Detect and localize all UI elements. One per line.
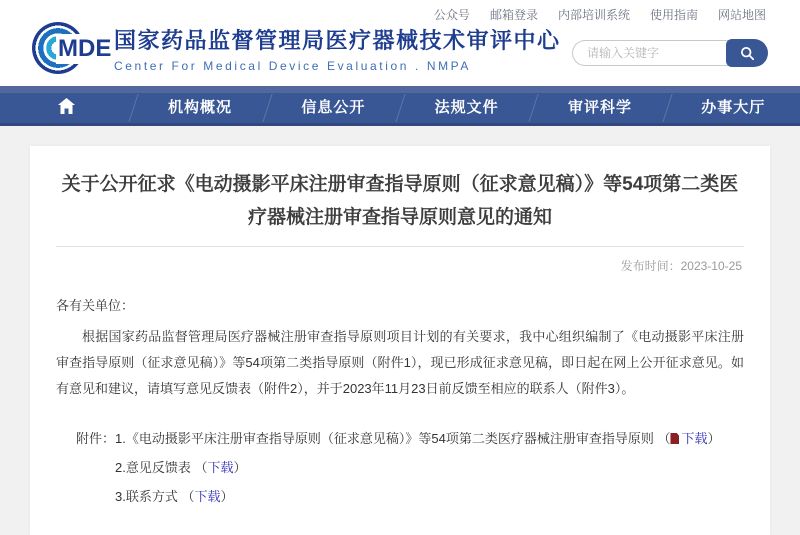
- site-header: [0, 0, 800, 86]
- search-input[interactable]: [572, 40, 730, 66]
- attachment-2-text: 2.意见反馈表: [115, 460, 191, 475]
- home-icon: [58, 98, 75, 114]
- site-title-english: Center For Medical Device Evaluation . NMPA: [114, 58, 472, 73]
- utility-link-user-guide[interactable]: 使用指南: [649, 8, 698, 22]
- utility-link-sitemap[interactable]: 网站地图: [717, 8, 766, 22]
- nav-item-service-hall[interactable]: 办事大厅: [667, 86, 800, 126]
- attachment-item-2: [115, 453, 720, 482]
- attachments-label: 附件：: [76, 431, 116, 446]
- salutation: 各有关单位：: [56, 298, 135, 313]
- attachment-1-text: 1.《电动摄影平床注册审查指导原则（征求意见稿）》等54项第二类医疗器械注册审查指导原则: [115, 431, 654, 446]
- attachments-section: [56, 424, 744, 511]
- title-divider: [56, 246, 744, 247]
- attachment-3-text: 3.联系方式: [115, 489, 178, 504]
- notice-paragraph: 根据国家药品监督管理局医疗器械注册审查指导原则项目计划的有关要求，我中心组织编制了《电动摄影平床注册审查指导原则（征求意见稿）》等54项第二类指导原则（附件1），现已形成征求意见稿，即日起在网上公开征求意见。如有意见和建议，请填写意见反馈表（附件2），并于2023年11月23日前反馈至相应的联系人（附件3）。: [56, 329, 744, 396]
- paren-open: （: [181, 489, 195, 504]
- search-box: [572, 39, 768, 67]
- article-title: 关于公开征求《电动摄影平床注册审查指导原则（征求意见稿）》等54项第二类医疗器械注册审查指导原则意见的通知: [61, 174, 739, 228]
- paren-close: ）: [233, 460, 247, 475]
- article-body: [56, 294, 744, 511]
- utility-links: [434, 6, 766, 23]
- attachment-item-1: [115, 424, 720, 453]
- nav-item-review-science[interactable]: 审评科学: [533, 86, 666, 126]
- utility-link-official-account[interactable]: 公众号: [433, 8, 470, 22]
- main-navigation: [0, 86, 800, 126]
- utility-link-training-system[interactable]: 内部培训系统: [557, 8, 630, 22]
- site-logo[interactable]: [32, 20, 561, 76]
- attachments-list: [115, 424, 720, 511]
- logo-badge: [32, 20, 110, 76]
- attachment-item-3: [115, 482, 720, 511]
- nav-item-regulations[interactable]: 法规文件: [400, 86, 533, 126]
- nav-item-information-disclosure[interactable]: 信息公开: [267, 86, 400, 126]
- notice-article: [30, 146, 770, 535]
- nav-item-organization[interactable]: 机构概况: [133, 86, 266, 126]
- search-icon: [740, 46, 755, 61]
- nav-home[interactable]: [0, 86, 133, 126]
- utility-link-mail-login[interactable]: 邮箱登录: [489, 8, 538, 22]
- publish-time: 发布时间：2023-10-25: [620, 259, 742, 273]
- site-title-chinese: 国家药品监督管理局医疗器械技术审评中心: [114, 27, 561, 53]
- attachment-1-download-link[interactable]: 下载: [681, 431, 708, 446]
- logo-text: [114, 24, 561, 73]
- document-icon: [670, 433, 679, 444]
- attachment-3-download-link[interactable]: 下载: [194, 489, 221, 504]
- search-button[interactable]: [726, 39, 768, 67]
- paren-open: （: [194, 460, 208, 475]
- content-area: [0, 126, 800, 535]
- attachment-2-download-link[interactable]: 下载: [207, 460, 234, 475]
- paren-close: ）: [707, 431, 721, 446]
- paren-open: （: [657, 431, 671, 446]
- logo-acronym: MDE: [58, 35, 112, 62]
- paren-close: ）: [220, 489, 234, 504]
